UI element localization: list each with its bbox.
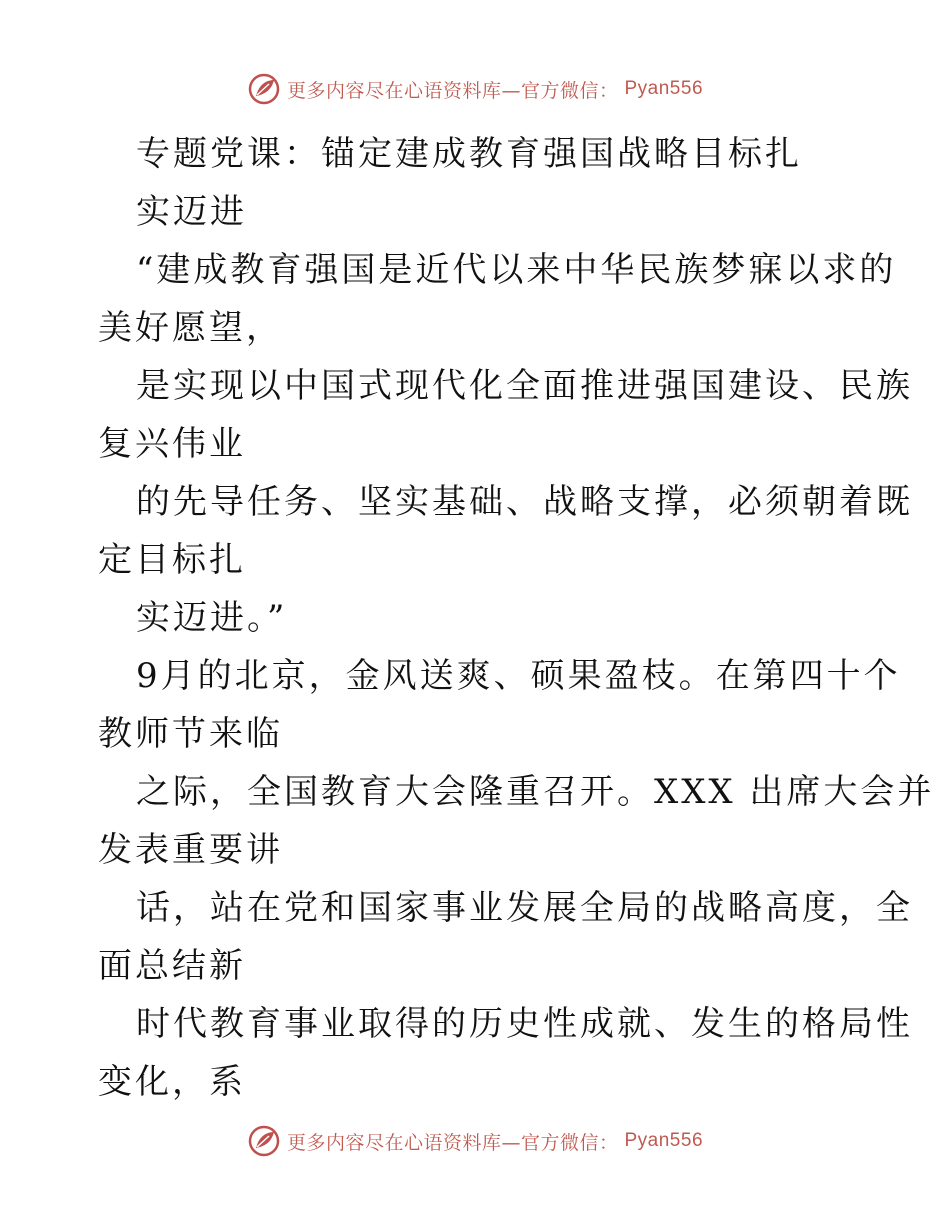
line-text: 时代教育事业取得的历史性成就、发生的格局性 [136,1004,913,1044]
line-text: 的先导任务、坚实基础、战略支撑，必须朝着既 [136,482,913,522]
watermark-text: 更多内容尽在心语资料库—官方微信： [286,1131,619,1154]
leaf-logo-icon [247,72,281,106]
paragraph-line [98,647,901,763]
line-text: 实迈进。” [136,598,288,638]
line-continuation: 变化，系 [98,1062,246,1102]
leaf-logo-icon [247,1124,281,1158]
line-continuation: 教师节来临 [98,714,283,754]
line-continuation: 定目标扎 [98,540,246,580]
line-continuation: 美好愿望， [98,308,283,348]
document-body [98,125,935,1111]
line-text: 是实现以中国式现代化全面推进强国建设、民族 [136,366,913,406]
line-continuation: 复兴伟业 [98,424,246,464]
watermark-wechat-id: Pyan556 [624,1130,704,1151]
line-continuation: 发表重要讲 [98,830,283,870]
paragraph-line [98,879,913,995]
line-continuation: 面总结新 [98,946,246,986]
paragraph-line [98,589,858,647]
paragraph-line [98,125,858,183]
watermark-header [0,72,950,106]
line-text: 之际，全国教育大会隆重召开。XXX 出席大会并 [136,772,935,812]
paragraph-line [98,995,913,1111]
line-text: 实迈进 [136,192,247,232]
paragraph-line [98,241,897,357]
line-text: 专题党课：锚定建成教育强国战略目标扎 [136,134,802,174]
paragraph-line [98,763,935,879]
watermark-footer [0,1124,950,1158]
paragraph-line [98,473,913,589]
watermark-text: 更多内容尽在心语资料库—官方微信： [286,79,619,102]
line-text: 9月的北京，金风送爽、硕果盈枝。在第四十个 [136,656,901,696]
paragraph-line [98,183,858,241]
watermark-wechat-id: Pyan556 [624,78,704,99]
line-text: “建成教育强国是近代以来中华民族梦寐以求的 [136,250,897,290]
paragraph-line [98,357,913,473]
line-text: 话，站在党和国家事业发展全局的战略高度，全 [136,888,913,928]
